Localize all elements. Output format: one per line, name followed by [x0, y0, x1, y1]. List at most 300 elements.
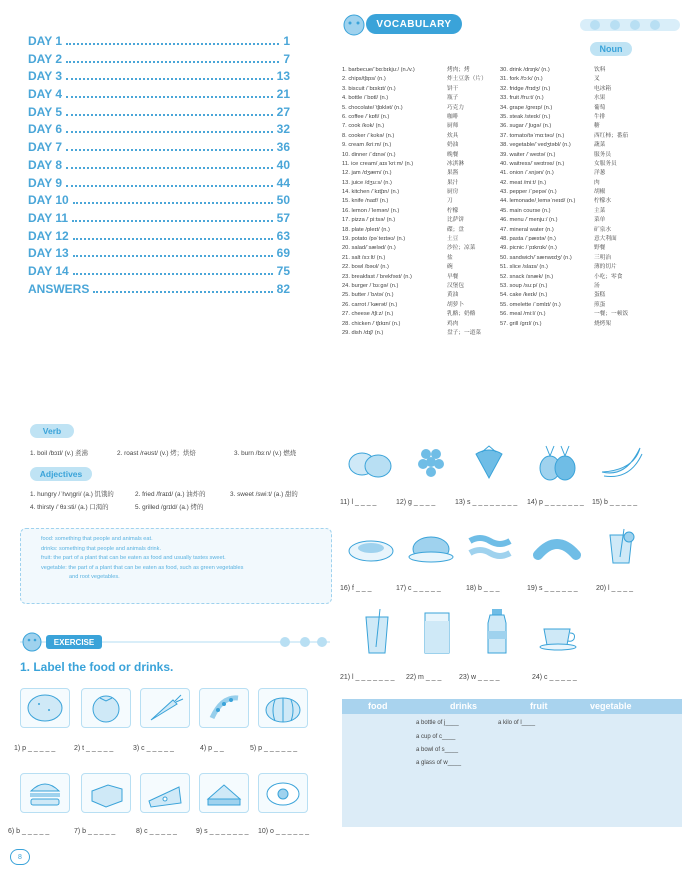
lemonade-picture	[594, 525, 648, 569]
toc-leader-dots	[73, 238, 273, 240]
noun-chinese: 鸡肉	[447, 320, 459, 327]
answer-blank[interactable]: 3) c _ _ _ _ _	[133, 745, 174, 752]
noun-english: 55. omelette /ˈɒmlɪt/ (n.)	[500, 301, 561, 308]
noun-english: 3. biscuit /ˈbɪskɪt/ (n.)	[342, 85, 396, 92]
noun-english: 8. cooker /ˈkʊkə/ (n.)	[342, 132, 395, 139]
milk-glass-picture	[410, 610, 464, 654]
definitions-box	[20, 528, 332, 604]
potato-picture	[20, 688, 70, 728]
noun-entry	[342, 244, 497, 253]
noun-chinese: 女服务员	[594, 160, 617, 167]
answer-blank[interactable]: 4) p _ _	[200, 745, 224, 752]
noun-english: 28. chicken /ˈtʃɪkɪn/ (n.)	[342, 320, 401, 327]
noun-english: 21. salt /sɔːlt/ (n.)	[342, 254, 386, 261]
toc-leader-dots	[66, 114, 273, 116]
table-cell-drinks[interactable]: a bowl of s____	[416, 747, 459, 753]
noun-chinese: 果酱	[447, 170, 459, 177]
noun-chinese: 一餐；一顿饭	[594, 311, 629, 318]
fish-dish-picture	[344, 525, 398, 569]
toc-entry[interactable]	[28, 105, 290, 123]
noun-chinese: 小吃；零食	[594, 273, 623, 280]
sandwich-picture	[199, 773, 249, 813]
water-bottle-picture	[470, 610, 524, 654]
answer-blank[interactable]: 16) f _ _ _	[340, 585, 372, 592]
noun-chinese: 水果	[594, 95, 606, 102]
definition-line: food: something that people and animals eat.	[41, 536, 153, 542]
answer-blank[interactable]: 6) b _ _ _ _ _	[8, 828, 50, 835]
toc-label: ANSWERS	[28, 281, 90, 296]
noun-english: 43. pepper /ˈpepə/ (n.)	[500, 189, 557, 196]
coffee-cup-picture	[532, 610, 586, 654]
noun-english: 30. drink /drɪŋk/ (n.)	[500, 67, 550, 73]
column-header-drinks: drinks	[450, 701, 478, 711]
noun-chinese: 比萨饼	[447, 217, 465, 224]
definition-line: drinks: something that people and animals drink.	[41, 545, 162, 552]
noun-english: 46. menu /ˈmenjuː/ (n.)	[500, 217, 558, 224]
noun-english: 9. cream /kriːm/ (n.)	[342, 142, 392, 149]
noun-english: 2. chips/tʃɪps/ (n.)	[342, 76, 386, 83]
noun-entry	[500, 216, 685, 225]
noun-chinese: 柠檬	[447, 207, 459, 214]
noun-english: 50. sandwich/ˈsænwɪdʒ/ (n.)	[500, 254, 572, 261]
noun-entry	[500, 207, 685, 216]
noun-entry	[500, 104, 685, 113]
noun-english: 34. grape /greɪp/ (n.)	[500, 104, 553, 111]
noun-chinese: 刀	[447, 198, 453, 205]
noun-chinese: 野餐	[594, 245, 606, 252]
noun-chinese: 糖	[594, 123, 600, 130]
noun-english: 22. bowl /bəʊl/ (n.)	[342, 264, 389, 271]
noun-entry	[500, 263, 685, 272]
noun-english: 4. bottle /ˈbɒtl/ (n.)	[342, 95, 389, 102]
noun-entry	[500, 113, 685, 122]
noun-english: 10. dinner /ˈdɪnə/ (n.)	[342, 151, 396, 158]
noun-entry	[500, 179, 685, 188]
noun-entry	[342, 75, 497, 84]
answer-blank[interactable]: 20) l _ _ _ _	[596, 585, 633, 592]
noun-list-left	[342, 66, 497, 338]
toc-label: DAY 6	[28, 122, 63, 137]
toc-entry[interactable]	[28, 69, 290, 87]
noun-english: 11. ice cream/ˌaɪsˈkriːm/ (n.)	[342, 160, 414, 167]
noun-chinese: 电冰箱	[594, 85, 612, 92]
noun-chinese: 蔬菜	[594, 142, 606, 149]
noun-english: 15. knife /naɪf/ (n.)	[342, 198, 389, 205]
noun-entry	[500, 122, 685, 131]
toc-entry[interactable]	[28, 264, 290, 282]
noun-english: 6. coffee /ˈkɒfi/ (n.)	[342, 113, 390, 120]
noun-english: 23. breakfast /ˈbrekfəst/ (n.)	[342, 273, 412, 280]
toc-entry[interactable]	[28, 87, 290, 105]
noun-entry	[500, 141, 685, 150]
toc-page-number: 75	[276, 263, 290, 278]
noun-entry	[342, 263, 497, 272]
noun-entry	[342, 66, 497, 75]
noun-chinese: 三明治	[594, 254, 612, 261]
table-of-contents	[28, 34, 290, 299]
toc-leader-dots	[73, 202, 273, 204]
adjective-item: 4. thirsty /ˈθɜːsti/ (a.) 口渴的	[30, 504, 109, 511]
noun-english: 48. pasta /ˈpæstə/ (n.)	[500, 236, 556, 243]
noun-english: 20. salad/ˈsæləd/ (n.)	[342, 245, 396, 252]
noun-entry	[342, 254, 497, 263]
noun-chinese: 巧克力	[447, 104, 465, 111]
noun-chinese: 蛋糕	[594, 292, 606, 299]
noun-chinese: 厨房	[447, 189, 459, 196]
toc-page-number: 57	[276, 210, 290, 225]
answer-blank[interactable]: 9) s _ _ _ _ _ _ _	[196, 828, 249, 835]
noun-chinese: 意大利面	[594, 236, 617, 243]
toc-label: DAY 14	[28, 263, 69, 278]
verb-item: 2. roast /rəʊst/ (v.) 烤；烘焙	[117, 450, 196, 457]
noun-label: Noun	[590, 42, 632, 56]
noun-english: 53. soup /suːp/ (n.)	[500, 282, 548, 289]
noun-entry	[500, 132, 685, 141]
noun-chinese: 黄油	[447, 292, 459, 299]
noun-chinese: 西红柿；番茄	[594, 132, 629, 139]
answer-blank[interactable]: 18) b _ _ _	[466, 585, 500, 592]
noun-chinese: 奶油	[447, 142, 459, 149]
answer-blank[interactable]: 5) p _ _ _ _ _ _	[250, 745, 298, 752]
table-cell-drinks[interactable]: a glass of w____	[416, 760, 462, 766]
cheese-picture	[140, 773, 190, 813]
noun-entry	[342, 104, 497, 113]
toc-label: DAY 2	[28, 51, 63, 66]
noun-english: 52. snack /snæk/ (n.)	[500, 273, 554, 280]
bananas-picture	[594, 440, 648, 484]
toc-entry[interactable]	[28, 282, 290, 300]
toc-label: DAY 4	[28, 87, 63, 102]
bacon-picture	[462, 525, 516, 569]
verb-item: 3. burn /bɜːn/ (v.) 燃烧	[234, 450, 297, 457]
page-number: 8	[10, 849, 30, 865]
noun-list-right	[500, 66, 685, 329]
noun-entry	[500, 291, 685, 300]
sausage-picture	[530, 525, 584, 569]
noun-english: 35. steak /steɪk/ (n.)	[500, 113, 551, 120]
definition-line: fruit: the part of a plant that can be eaten as food and usually tastes sweet.	[41, 555, 226, 561]
noun-english: 16. lemon /ˈlemən/ (n.)	[342, 207, 400, 214]
adjective-item: 3. sweet /swiːt/ (a.) 甜的	[230, 491, 298, 498]
noun-chinese: 洋葱	[594, 170, 606, 177]
noun-entry	[342, 282, 497, 291]
noun-chinese: 牛排	[594, 113, 606, 120]
noun-chinese: 果汁	[447, 179, 459, 186]
answer-blank[interactable]: 15) b _ _ _ _ _	[592, 499, 638, 506]
noun-entry	[500, 235, 685, 244]
definition-line: vegetable: the part of a plant that can be eaten as food, such as green vegetables	[41, 564, 244, 571]
noun-chinese: 盘子；一道菜	[447, 329, 482, 336]
noun-chinese: 咖啡	[447, 113, 459, 120]
toc-entry[interactable]	[28, 211, 290, 229]
noun-english: 24. burger /ˈbɜːgə/ (n.)	[342, 282, 399, 289]
noun-entry	[500, 282, 685, 291]
answer-blank[interactable]: 19) s _ _ _ _ _ _	[527, 585, 578, 592]
noun-english: 31. fork /fɔːk/ (n.)	[500, 76, 543, 83]
noun-entry	[342, 179, 497, 188]
verb-label: Verb	[30, 424, 74, 438]
noun-chinese: 汤	[594, 282, 600, 289]
noun-english: 38. vegetable/ˈvedʒtəbl/ (n.)	[500, 142, 571, 149]
noun-chinese: 菜单	[594, 217, 606, 224]
burger-picture	[20, 773, 70, 813]
noun-english: 25. butter /ˈbʌtə/ (n.)	[342, 292, 394, 299]
toc-label: DAY 10	[28, 193, 69, 208]
noun-entry	[342, 151, 497, 160]
noun-chinese: 烤肉；烤	[447, 67, 470, 73]
toc-label: DAY 13	[28, 246, 69, 261]
noun-chinese: 冰淇淋	[447, 160, 465, 167]
toc-leader-dots	[66, 149, 273, 151]
toc-page-number: 50	[276, 193, 290, 208]
noun-chinese: 叉	[594, 76, 600, 83]
noun-english: 54. cake /keɪk/ (n.)	[500, 292, 548, 299]
noun-entry	[342, 141, 497, 150]
noun-chinese: 碟；盘	[447, 226, 465, 233]
noun-chinese: 胡萝卜	[447, 301, 465, 308]
column-header-food: food	[368, 701, 388, 711]
noun-english: 44. lemonade/ˌleməˈneɪd/ (n.)	[500, 198, 576, 205]
answer-blank[interactable]: 13) s _ _ _ _ _ _ _ _	[455, 499, 518, 506]
grapes-picture	[404, 440, 458, 484]
strawberry-picture	[462, 440, 516, 484]
noun-chinese: 服务员	[594, 151, 612, 158]
noun-english: 19. potato /pəˈteɪtəʊ/ (n.)	[342, 236, 406, 243]
noun-entry	[500, 320, 685, 329]
table-cell-drinks[interactable]: a bottle of j____	[416, 720, 459, 726]
noun-entry	[500, 244, 685, 253]
noun-entry	[500, 151, 685, 160]
noun-english: 29. dish /dɪʃ/ (n.)	[342, 329, 384, 336]
noun-chinese: 矿泉水	[594, 226, 612, 233]
answer-blank[interactable]: 10) o _ _ _ _ _ _	[258, 828, 309, 835]
toc-page-number: 21	[276, 87, 290, 102]
toc-entry[interactable]	[28, 176, 290, 194]
answer-blank[interactable]: 23) w _ _ _ _	[459, 674, 500, 681]
noun-entry	[342, 216, 497, 225]
answer-blank[interactable]: 7) b _ _ _ _ _	[74, 828, 116, 835]
noun-entry	[500, 169, 685, 178]
answer-blank[interactable]: 24) c _ _ _ _ _	[532, 674, 577, 681]
noun-english: 14. kitchen /ˈkɪtʃɪn/ (n.)	[342, 189, 400, 196]
toc-leader-dots	[66, 61, 279, 63]
noun-entry	[342, 320, 497, 329]
noun-entry	[342, 94, 497, 103]
answer-blank[interactable]: 12) g _ _ _ _	[396, 499, 436, 506]
noun-english: 42. meat /miːt/ (n.)	[500, 179, 547, 186]
answer-blank[interactable]: 17) c _ _ _ _ _	[396, 585, 441, 592]
noun-chinese: 瓶子	[447, 95, 459, 102]
noun-english: 27. cheese /tʃiːz/ (n.)	[342, 311, 394, 318]
toc-leader-dots	[66, 96, 273, 98]
toc-leader-dots	[66, 43, 279, 45]
noun-entry	[342, 235, 497, 244]
noun-entry	[500, 160, 685, 169]
toc-entry[interactable]	[28, 193, 290, 211]
noun-chinese: 薄的切片	[594, 264, 617, 271]
toc-entry[interactable]	[28, 122, 290, 140]
toc-label: DAY 1	[28, 34, 63, 48]
noun-english: 41. onion /ˈʌnjən/ (n.)	[500, 170, 554, 177]
toc-leader-dots	[73, 255, 273, 257]
toc-page-number: 36	[276, 140, 290, 155]
noun-entry	[342, 329, 497, 338]
lemonade-glass-picture	[352, 610, 406, 654]
noun-chinese: 肉	[594, 179, 600, 186]
noun-entry	[500, 85, 685, 94]
definition-line: and root vegetables.	[69, 574, 120, 580]
noun-entry	[342, 113, 497, 122]
toc-page-number: 82	[276, 281, 290, 296]
toc-label: DAY 11	[28, 210, 69, 225]
toc-page-number: 32	[276, 122, 290, 137]
noun-chinese: 饮料	[594, 67, 606, 73]
noun-chinese: 烧烤架	[594, 320, 612, 327]
classification-table	[342, 699, 682, 827]
butter-picture	[81, 773, 131, 813]
noun-english: 56. meal /miːl/ (n.)	[500, 311, 546, 318]
noun-chinese: 盐	[447, 254, 453, 261]
table-cell-drinks[interactable]: a cup of c____	[416, 734, 456, 740]
carrot-picture	[140, 688, 190, 728]
toc-leader-dots	[66, 131, 273, 133]
toc-entry[interactable]	[28, 158, 290, 176]
toc-page-number: 7	[283, 51, 290, 66]
toc-page-number: 27	[276, 104, 290, 119]
toc-label: DAY 3	[28, 69, 63, 84]
noun-chinese: 葡萄	[594, 104, 606, 111]
noun-entry	[342, 301, 497, 310]
adjective-item: 5. grilled /grɪld/ (a.) 烤的	[135, 504, 204, 511]
answer-blank[interactable]: 11) l _ _ _ _	[340, 499, 377, 506]
toc-label: DAY 5	[28, 104, 63, 119]
noun-entry	[342, 226, 497, 235]
noun-chinese: 炊具	[447, 132, 459, 139]
noun-english: 51. slice /slaɪs/ (n.)	[500, 264, 548, 271]
noun-entry	[500, 254, 685, 263]
noun-entry	[342, 291, 497, 300]
toc-entry[interactable]	[28, 246, 290, 264]
noun-english: 57. grill /grɪl/ (n.)	[500, 320, 542, 327]
noun-english: 18. plate /pleɪt/ (n.)	[342, 226, 390, 233]
noun-english: 32. fridge /frɪdʒ/ (n.)	[500, 85, 551, 92]
pineapples-picture	[530, 440, 584, 484]
noun-english: 5. chocolate/ˈtʃɒklət/ (n.)	[342, 104, 403, 111]
toc-page-number: 1	[283, 34, 290, 48]
toc-label: DAY 9	[28, 175, 63, 190]
noun-entry	[342, 122, 497, 131]
noun-entry	[342, 273, 497, 282]
noun-chinese: 主菜	[594, 207, 606, 214]
lemons-picture	[344, 440, 398, 484]
exercise-title: 1. Label the food or drinks.	[20, 660, 174, 674]
noun-entry	[342, 160, 497, 169]
noun-english: 45. main course (n.)	[500, 207, 551, 214]
noun-english: 13. juice /dʒuːs/ (n.)	[342, 179, 392, 186]
noun-chinese: 煎蛋	[594, 301, 606, 308]
noun-entry	[342, 169, 497, 178]
noun-entry	[500, 273, 685, 282]
noun-entry	[500, 310, 685, 319]
noun-english: 47. mineral water (n.)	[500, 226, 554, 233]
noun-english: 40. waitress/ˈweɪtrəs/ (n.)	[500, 160, 565, 167]
noun-entry	[342, 132, 497, 141]
noun-entry	[500, 301, 685, 310]
noun-entry	[342, 207, 497, 216]
toc-entry[interactable]	[28, 34, 290, 52]
answer-blank[interactable]: 22) m _ _ _	[406, 674, 442, 681]
table-cell-fruit[interactable]: a kilo of l____	[498, 720, 536, 726]
exercise-banner: EXERCISE	[46, 635, 102, 649]
noun-chinese: 碗	[447, 264, 453, 271]
toc-leader-dots	[93, 291, 272, 293]
toc-page-number: 69	[276, 246, 290, 261]
pumpkin-picture	[258, 688, 308, 728]
noun-english: 36. sugar /ˈʃʊgə/ (n.)	[500, 123, 552, 130]
toc-entry[interactable]	[28, 52, 290, 70]
noun-chinese: 炸土豆条（片）	[447, 76, 487, 83]
noun-english: 37. tomato/təˈmɑːtəʊ/ (n.)	[500, 132, 565, 139]
answer-blank[interactable]: 1) p _ _ _ _ _	[14, 745, 56, 752]
adjective-item: 1. hungry /ˈhʌŋgri/ (a.) 饥饿的	[30, 491, 114, 498]
noun-chinese: 饼干	[447, 85, 459, 92]
noun-chinese: 汉堡包	[447, 282, 465, 289]
noun-chinese: 晚餐	[447, 151, 459, 158]
peas-picture	[199, 688, 249, 728]
noun-english: 33. fruit /fruːt/ (n.)	[500, 95, 544, 102]
toc-page-number: 44	[276, 175, 290, 190]
tomato-picture	[81, 688, 131, 728]
noun-chinese: 土豆	[447, 236, 459, 243]
noun-entry	[500, 66, 685, 75]
toc-label: DAY 12	[28, 228, 69, 243]
column-header-vegetable: vegetable	[590, 701, 632, 711]
toc-page-number: 13	[276, 69, 290, 84]
noun-chinese: 厨师	[447, 123, 459, 130]
noun-english: 12. jam /dʒæm/ (n.)	[342, 170, 392, 177]
noun-chinese: 柠檬水	[594, 198, 612, 205]
vocabulary-title: VOCABULARY	[366, 14, 462, 34]
noun-chinese: 早餐	[447, 273, 459, 280]
noun-entry	[500, 75, 685, 84]
noun-english: 17. pizza /ˈpiːtsə/ (n.)	[342, 217, 396, 224]
toc-leader-dots	[66, 78, 273, 80]
noun-entry	[342, 188, 497, 197]
toc-entry[interactable]	[28, 229, 290, 247]
toc-leader-dots	[66, 185, 273, 187]
toc-page-number: 63	[276, 228, 290, 243]
answer-blank[interactable]: 2) t _ _ _ _ _	[74, 745, 114, 752]
noun-entry	[342, 197, 497, 206]
toc-entry[interactable]	[28, 140, 290, 158]
toc-leader-dots	[66, 167, 273, 169]
noun-entry	[500, 226, 685, 235]
answer-blank[interactable]: 8) c _ _ _ _ _	[136, 828, 177, 835]
noun-english: 39. waiter /ˈweɪtə/ (n.)	[500, 151, 556, 158]
noun-entry	[342, 310, 497, 319]
toc-leader-dots	[72, 220, 273, 222]
toc-page-number: 40	[276, 157, 290, 172]
noun-entry	[500, 94, 685, 103]
adjective-item: 2. fried /fraɪd/ (a.) 油炸的	[135, 491, 206, 498]
toc-label: DAY 8	[28, 157, 63, 172]
noun-english: 26. carrot /ˈkærət/ (n.)	[342, 301, 398, 308]
toc-leader-dots	[73, 273, 273, 275]
noun-chinese: 胡椒	[594, 189, 606, 196]
answer-blank[interactable]: 14) p _ _ _ _ _ _ _	[527, 499, 584, 506]
answer-blank[interactable]: 21) l _ _ _ _ _ _ _	[340, 674, 395, 681]
noun-english: 49. picnic /ˈpɪknɪk/ (n.)	[500, 245, 557, 252]
